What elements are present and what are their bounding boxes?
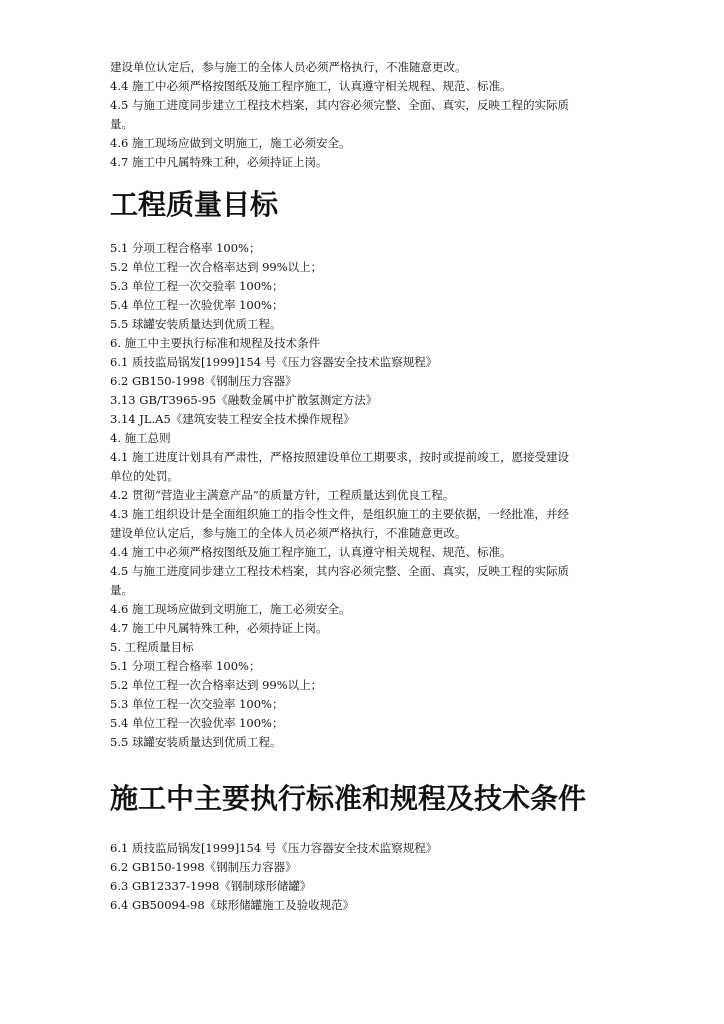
text-line: 5.2 单位工程一次合格率达到 99%以上； xyxy=(110,678,323,692)
text-line: 6. 施工中主要执行标准和规程及技术条件 xyxy=(110,336,321,350)
text-line: 5. 工程质量目标 xyxy=(110,640,194,654)
text-line: 6.2 GB150-1998《钢制压力容器》 xyxy=(110,374,297,388)
text-line: 4.5 与施工进度同步建立工程技术档案，其内容必须完整、全面、真实，反映工程的实际质 xyxy=(110,564,569,578)
text-line: 建设单位认定后，参与施工的全体人员必须严格执行，不准随意更改。 xyxy=(110,526,467,540)
text-line: 4.4 施工中必须严格按图纸及施工程序施工，认真遵守相关规程、规范、标准。 xyxy=(110,79,512,93)
text-line: 6.1 质技监局锅发[1999]154 号《压力容器安全技术监察规程》 xyxy=(110,841,438,855)
section-bottom-paragraphs xyxy=(110,839,630,915)
text-line: 4.2 贯彻“营造业主满意产品”的质量方针，工程质量达到优良工程。 xyxy=(110,488,455,502)
text-line: 5.2 单位工程一次合格率达到 99%以上； xyxy=(110,260,323,274)
text-line: 3.13 GB/T3965-95《融数金属中扩散氢测定方法》 xyxy=(110,393,378,407)
text-line: 4.6 施工现场应做到文明施工，施工必须安全。 xyxy=(110,136,351,150)
text-line: 量。 xyxy=(110,117,133,131)
text-line: 4.7 施工中凡属特殊工种，必须持证上岗。 xyxy=(110,621,328,635)
text-line: 单位的处罚。 xyxy=(110,469,179,483)
text-line: 量。 xyxy=(110,583,133,597)
text-line: 5.1 分项工程合格率 100%； xyxy=(110,241,261,255)
text-line: 5.3 单位工程一次交验率 100%； xyxy=(110,697,284,711)
section-middle-paragraphs xyxy=(110,239,630,752)
text-line: 5.5 球罐安装质量达到优质工程。 xyxy=(110,735,282,749)
text-line: 6.4 GB50094-98《球形储罐施工及验收规范》 xyxy=(110,898,355,912)
text-line: 4.4 施工中必须严格按图纸及施工程序施工，认真遵守相关规程、规范、标准。 xyxy=(110,545,512,559)
text-line: 4.6 施工现场应做到文明施工，施工必须安全。 xyxy=(110,602,351,616)
text-line: 5.4 单位工程一次验优率 100%； xyxy=(110,716,284,730)
text-line: 6.3 GB12337-1998《钢制球形储罐》 xyxy=(110,879,312,893)
text-line: 6.2 GB150-1998《钢制压力容器》 xyxy=(110,860,297,874)
text-line: 4.5 与施工进度同步建立工程技术档案，其内容必须完整、全面、真实，反映工程的实际质 xyxy=(110,98,569,112)
section-top-paragraphs xyxy=(110,58,630,172)
document-page xyxy=(110,58,630,915)
text-line: 5.5 球罐安装质量达到优质工程。 xyxy=(110,317,282,331)
text-line: 4.1 施工进度计划具有严肃性，严格按照建设单位工期要求，按时或提前竣工，愿接受建设 xyxy=(110,450,569,464)
text-line: 4.3 施工组织设计是全面组织施工的指令性文件，是组织施工的主要依据，一经批准，并经 xyxy=(110,507,569,521)
text-line: 4. 施工总则 xyxy=(110,431,171,445)
text-line: 5.3 单位工程一次交验率 100%； xyxy=(110,279,284,293)
text-line: 6.1 质技监局锅发[1999]154 号《压力容器安全技术监察规程》 xyxy=(110,355,438,369)
text-line: 建设单位认定后，参与施工的全体人员必须严格执行，不准随意更改。 xyxy=(110,60,467,74)
heading-standards: 施工中主要执行标准和规程及技术条件 xyxy=(110,782,587,815)
heading-quality-goals: 工程质量目标 xyxy=(110,188,279,221)
text-line: 5.1 分项工程合格率 100%； xyxy=(110,659,261,673)
text-line: 3.14 JL.A5《建筑安装工程安全技术操作规程》 xyxy=(110,412,355,426)
text-line: 4.7 施工中凡属特殊工种，必须持证上岗。 xyxy=(110,155,328,169)
text-line: 5.4 单位工程一次验优率 100%； xyxy=(110,298,284,312)
